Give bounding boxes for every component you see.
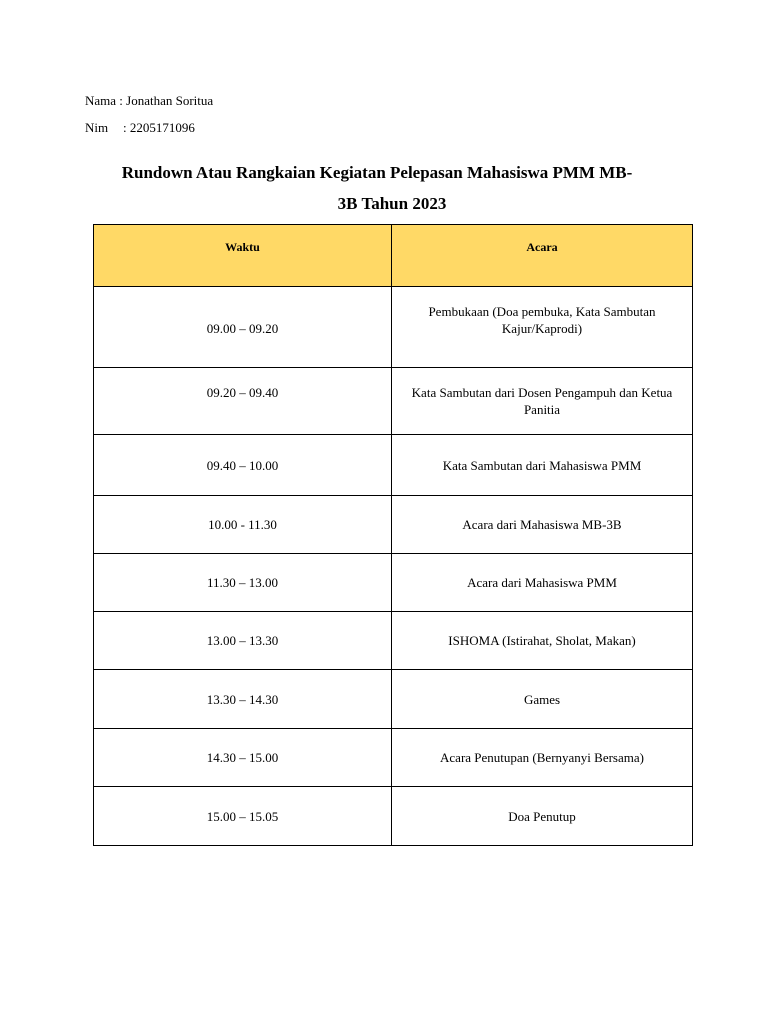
- cell-time: 13.00 – 13.30: [94, 612, 392, 670]
- cell-time: 10.00 - 11.30: [94, 496, 392, 554]
- table-row: [94, 496, 693, 554]
- cell-time: 09.20 – 09.40: [94, 368, 392, 435]
- table-row: [94, 435, 693, 496]
- cell-event: Acara dari Mahasiswa PMM: [392, 554, 693, 612]
- table-row: [94, 670, 693, 729]
- cell-time: 14.30 – 15.00: [94, 729, 392, 787]
- cell-event: Games: [392, 670, 693, 729]
- table-header-row: [94, 225, 693, 287]
- cell-time: 15.00 – 15.05: [94, 787, 392, 846]
- header-waktu: Waktu: [94, 225, 392, 287]
- cell-event: Kata Sambutan dari Mahasiswa PMM: [392, 435, 693, 496]
- cell-time: 09.00 – 09.20: [94, 287, 392, 368]
- student-nim-label: Nim: [85, 120, 109, 135]
- document-title-line-1: Rundown Atau Rangkaian Kegiatan Pelepasan Mahasiswa PMM MB-: [121, 163, 633, 182]
- cell-event: Kata Sambutan dari Dosen Pengampuh dan Ketua Panitia: [392, 368, 693, 435]
- student-nim-value: 2205171096: [129, 120, 195, 135]
- table-row: [94, 787, 693, 846]
- document-title-line-2: 3B Tahun 2023: [337, 194, 447, 213]
- header-acara: Acara: [392, 225, 693, 287]
- student-nim-line: [85, 120, 195, 136]
- cell-event: Acara dari Mahasiswa MB-3B: [392, 496, 693, 554]
- cell-event: ISHOMA (Istirahat, Sholat, Makan): [392, 612, 693, 670]
- student-name-label: Nama :: [85, 93, 127, 108]
- table-row: [94, 287, 693, 368]
- cell-time: 13.30 – 14.30: [94, 670, 392, 729]
- rundown-table: [93, 224, 693, 846]
- cell-time: 09.40 – 10.00: [94, 435, 392, 496]
- table-row: [94, 729, 693, 787]
- cell-event: Pembukaan (Doa pembuka, Kata Sambutan Kajur/Kaprodi): [392, 287, 693, 368]
- cell-time: 11.30 – 13.00: [94, 554, 392, 612]
- cell-event: Doa Penutup: [392, 787, 693, 846]
- table-row: [94, 554, 693, 612]
- cell-event: Acara Penutupan (Bernyanyi Bersama): [392, 729, 693, 787]
- table-row: [94, 612, 693, 670]
- table-row: [94, 368, 693, 435]
- student-name-line: [85, 93, 213, 109]
- student-nim-separator: :: [123, 120, 130, 135]
- student-name-value: Jonathan Soritua: [126, 93, 214, 108]
